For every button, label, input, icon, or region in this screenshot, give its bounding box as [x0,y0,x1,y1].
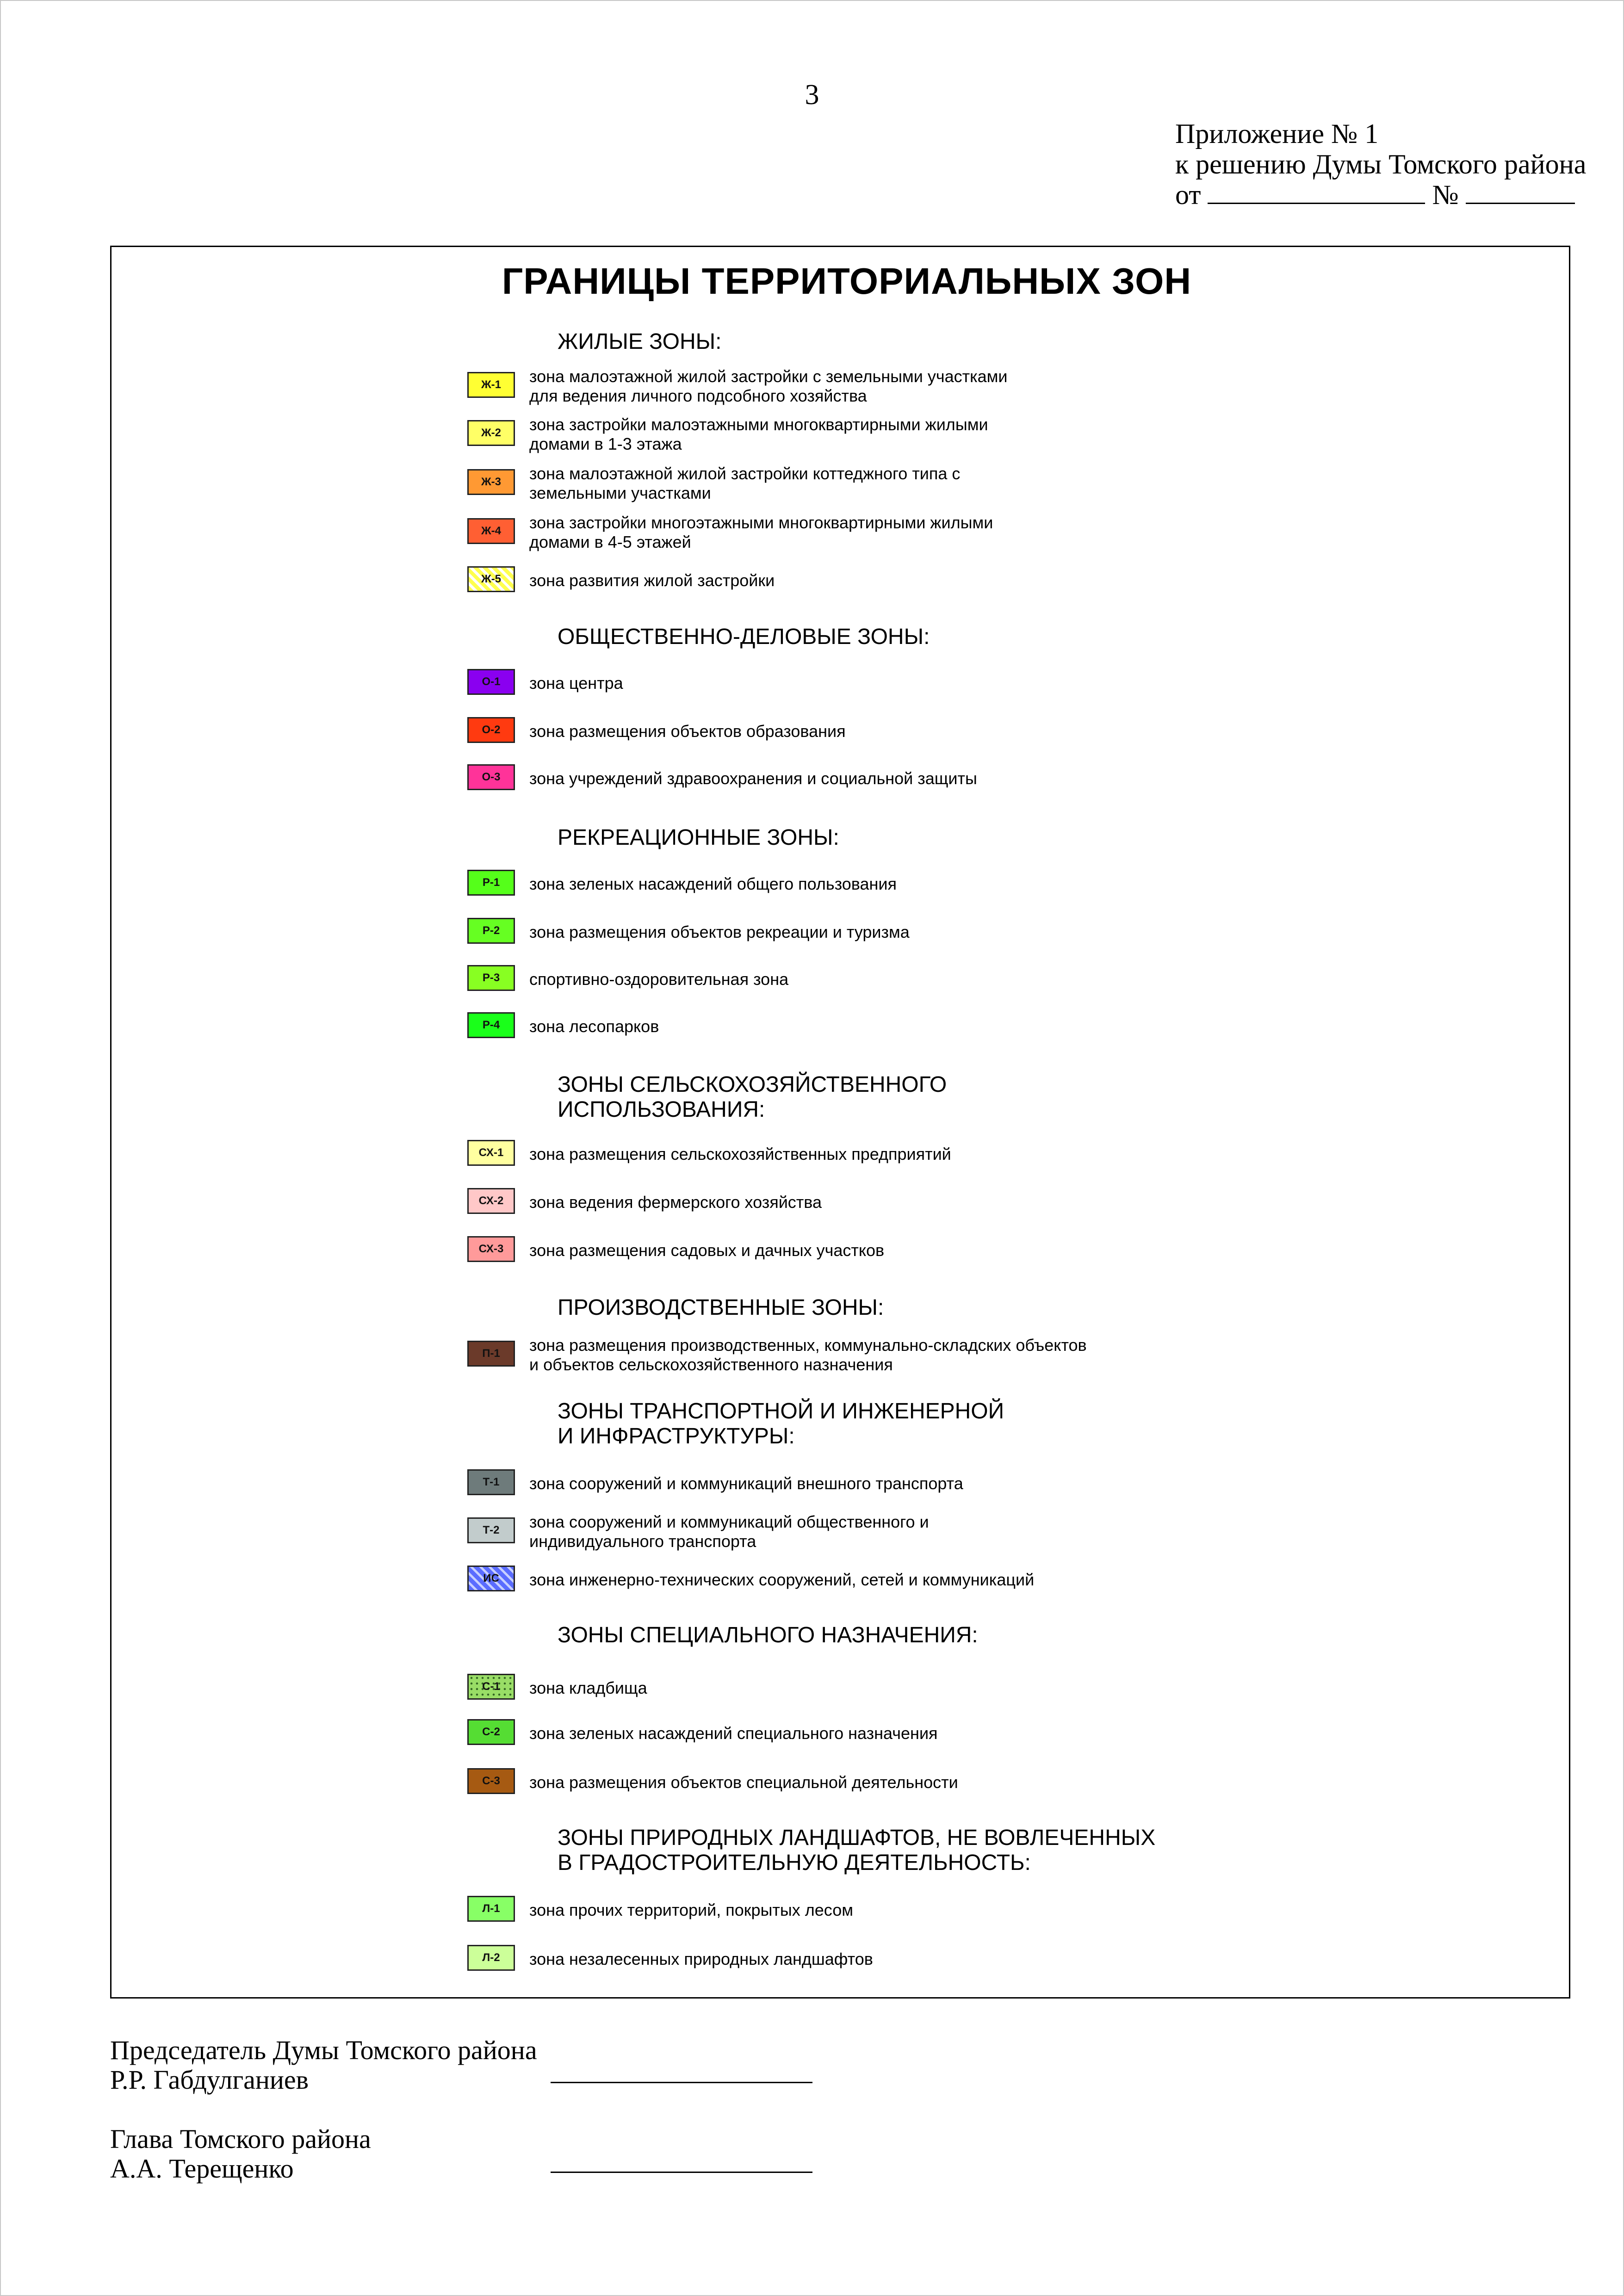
head-position: Глава Томского района [110,2124,371,2154]
zone-description [529,513,1177,552]
zone-swatch [467,518,515,544]
zone-swatch [467,372,515,398]
legend-item [467,566,1531,595]
section-heading [558,1399,1004,1449]
zone-description [529,769,1177,788]
zone-description-line: зона зеленых насаждений общего пользования [529,874,897,893]
zone-description [529,1336,1177,1374]
zone-description-line: зона кладбища [529,1678,647,1697]
zone-swatch [467,1140,515,1166]
zone-code: С-1 [482,1680,500,1693]
zone-description-line: индивидуального транспорта [529,1532,756,1551]
zone-description-line: зона лесопарков [529,1017,659,1036]
zone-swatch [467,1896,515,1922]
legend-item [467,1566,1531,1594]
zone-code: Ж-1 [481,378,502,391]
zone-description-line: зона инженерно-технических сооружений, сетей и коммуникаций [529,1570,1035,1589]
zone-description-line: домами в 1-3 этажа [529,434,682,453]
zone-description-line: зона размещения объектов специальной деятельности [529,1773,958,1792]
zone-description-line: для ведения личного подсобного хозяйства [529,386,867,405]
zone-swatch [467,1768,515,1794]
head-signature-line [551,2172,812,2173]
zone-description-line: зона незалесенных природных ландшафтов [529,1949,873,1968]
legend-item [467,965,1531,994]
zone-swatch [467,1945,515,1971]
zone-description [529,1193,1177,1212]
zone-description-line: зона размещения садовых и дачных участков [529,1241,885,1260]
section-heading-line: ЗОНЫ СЕЛЬСКОХОЗЯЙСТВЕННОГО [558,1072,947,1097]
zone-swatch [467,1341,515,1367]
chair-position: Председатель Думы Томского района [110,2035,537,2065]
appendix-number-sign: № [1432,179,1459,210]
zone-code: О-2 [482,724,501,736]
number-blank [1466,180,1575,204]
zone-description [529,1512,1177,1551]
head-name: А.А. Терещенко [110,2154,294,2184]
legend-item [467,1012,1531,1041]
section-heading-line: В ГРАДОСТРОИТЕЛЬНУЮ ДЕЯТЕЛЬНОСТЬ: [558,1850,1031,1875]
section-heading-line: ПРОИЗВОДСТВЕННЫЕ ЗОНЫ: [558,1295,884,1320]
zone-description-line: зона размещения производственных, коммунально-складских объектов [529,1336,1087,1355]
zone-code: О-3 [482,771,501,783]
zone-description [529,1570,1177,1590]
zone-code: Л-2 [482,1951,500,1964]
legend-item [467,669,1531,698]
legend-item [467,870,1531,898]
zone-description-line: зона размещения объектов образования [529,722,846,741]
zone-swatch [467,870,515,896]
section-heading [558,1295,884,1320]
appendix-date-prefix: от [1175,179,1201,210]
chair-signature-line [551,2082,812,2083]
zone-swatch [467,566,515,592]
zone-code: СХ-3 [478,1243,504,1255]
zone-swatch [467,1719,515,1745]
chair-signature-block [110,2036,537,2095]
zone-description [529,367,1177,406]
legend-item [467,367,1531,405]
zone-code: СХ-2 [478,1194,504,1207]
zone-swatch [467,717,515,743]
zone-description [529,1474,1177,1493]
section-heading [558,625,930,650]
zone-description [529,464,1177,503]
zone-code: Т-1 [483,1476,500,1488]
zone-code: Ж-2 [481,427,502,439]
zone-description-line: зона прочих территорий, покрытых лесом [529,1900,853,1919]
zone-description-line: зона застройки малоэтажными многоквартирными жилыми [529,415,988,434]
zone-code: ИС [483,1572,499,1584]
zone-swatch [467,469,515,495]
zone-description [529,674,1177,693]
zone-description-line: зона зеленых насаждений специального назначения [529,1724,938,1743]
zone-swatch [467,1674,515,1700]
zone-description-line: зона сооружений и коммуникаций общественного и [529,1512,929,1531]
zone-description [529,1241,1177,1260]
zone-description [529,1724,1177,1743]
zone-code: Л-1 [482,1902,500,1915]
zone-swatch [467,1566,515,1591]
legend-item [467,513,1531,551]
appendix-header [1175,118,1586,210]
section-heading [558,1623,978,1648]
legend-item [467,764,1531,793]
section-heading [558,1826,1155,1875]
zone-description-line: зона центра [529,674,623,693]
zone-description-line: зона сооружений и коммуникаций внешного транспорта [529,1474,963,1493]
zone-swatch [467,764,515,790]
section-heading [558,329,721,354]
legend-item [467,918,1531,947]
legend-item [467,1674,1531,1702]
section-heading-line: ЖИЛЫЕ ЗОНЫ: [558,329,722,354]
legend-item [467,1719,1531,1748]
zone-description [529,722,1177,741]
appendix-date-number [1175,179,1586,210]
date-blank [1208,180,1425,204]
legend-item [467,1512,1531,1551]
legend-item [467,1768,1531,1797]
zone-swatch [467,1517,515,1543]
zone-description [529,970,1177,989]
zone-description-line: домами в 4-5 этажей [529,532,691,551]
zone-code: Р-4 [482,1019,500,1031]
zone-description-line: земельными участками [529,483,711,502]
zone-code: С-3 [482,1775,500,1787]
zone-swatch [467,918,515,944]
zone-swatch [467,1236,515,1262]
legend-item [467,415,1531,453]
section-heading-line: ЗОНЫ ТРАНСПОРТНОЙ И ИНЖЕНЕРНОЙ [558,1399,1004,1423]
zone-code: Р-2 [482,924,500,937]
zone-description-line: зона учреждений здравоохранения и социальной защиты [529,769,977,788]
zone-description [529,1773,1177,1792]
zone-description [529,1145,1177,1164]
zone-description-line: и объектов сельскохозяйственного назначения [529,1355,893,1374]
legend-item [467,1188,1531,1217]
section-heading [558,825,839,850]
zone-code: С-2 [482,1726,500,1738]
zone-description-line: зона малоэтажной жилой застройки коттеджного типа с [529,464,961,483]
zone-description [529,415,1177,454]
zone-swatch [467,965,515,991]
zone-description-line: зона размещения объектов рекреации и туризма [529,922,910,941]
appendix-decision: к решению Думы Томского района [1175,149,1587,179]
chair-name: Р.Р. Габдулганиев [110,2065,309,2095]
zone-description-line: зона малоэтажной жилой застройки с земельными участками [529,367,1008,386]
zone-code: П-1 [482,1347,500,1360]
zone-description [529,1017,1177,1036]
legend-item [467,717,1531,746]
zone-code: Ж-4 [481,525,502,537]
zone-code: Ж-5 [481,573,502,585]
legend-title: ГРАНИЦЫ ТЕРРИТОРИАЛЬНЫХ ЗОН [502,260,1192,302]
zone-description [529,1900,1177,1920]
zone-description [529,1678,1177,1698]
legend-item [467,1236,1531,1265]
legend-item [467,1945,1531,1974]
section-heading-line: ИСПОЛЬЗОВАНИЯ: [558,1097,765,1122]
zone-code: Ж-3 [481,476,502,488]
zone-swatch [467,1012,515,1038]
legend-item [467,1896,1531,1925]
zone-description [529,922,1177,942]
zone-description-line: зона развития жилой застройки [529,571,775,590]
zone-swatch [467,420,515,446]
page-number: 3 [805,79,819,111]
zone-code: Р-3 [482,972,500,984]
appendix-title: Приложение № 1 [1175,118,1379,149]
section-heading-line: И ИНФРАСТРУКТУРЫ: [558,1424,795,1448]
zone-description-line: спортивно-оздоровительная зона [529,970,789,989]
section-heading-line: ЗОНЫ ПРИРОДНЫХ ЛАНДШАФТОВ, НЕ ВОВЛЕЧЕННЫХ [558,1826,1156,1850]
legend-item [467,464,1531,502]
head-signature-block [110,2124,371,2184]
zone-swatch [467,1469,515,1495]
legend-item [467,1140,1531,1169]
zone-code: СХ-1 [478,1146,504,1159]
zone-code: О-1 [482,675,501,688]
zone-swatch [467,1188,515,1214]
zone-code: Р-1 [482,876,500,889]
zone-description-line: зона застройки многоэтажными многоквартирными жилыми [529,513,993,532]
section-heading-line: ОБЩЕСТВЕННО-ДЕЛОВЫЕ ЗОНЫ: [558,625,930,649]
section-heading-line: ЗОНЫ СПЕЦИАЛЬНОГО НАЗНАЧЕНИЯ: [558,1623,978,1647]
zone-description-line: зона размещения сельскохозяйственных предприятий [529,1145,951,1163]
zone-description-line: зона ведения фермерского хозяйства [529,1193,822,1212]
zone-description [529,571,1177,590]
zone-description [529,1949,1177,1969]
section-heading [558,1072,947,1122]
legend-item [467,1336,1531,1374]
section-heading-line: РЕКРЕАЦИОННЫЕ ЗОНЫ: [558,825,839,850]
zone-swatch [467,669,515,695]
zone-description [529,874,1177,894]
legend-item [467,1469,1531,1498]
zone-code: Т-2 [483,1524,500,1536]
